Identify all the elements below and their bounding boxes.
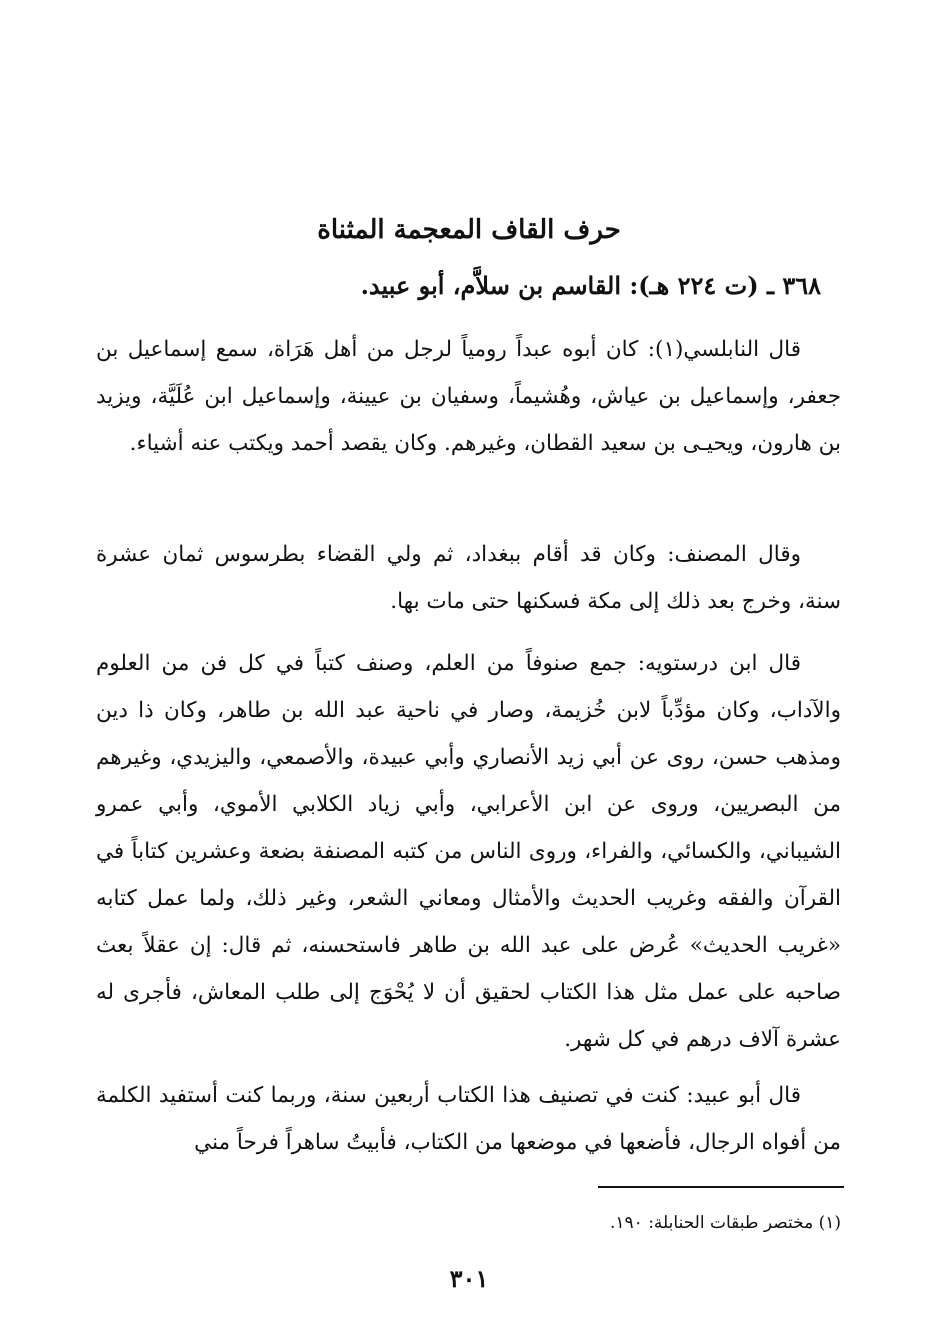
paragraph-abu-ubayd (96, 1072, 841, 1166)
paragraph-text: قال النابلسي(١): كان أبوه عبداً رومياً لرجل من أهل هَرَاة، سمع إسماعيل بن جعفر، وإسماعيل بن عياش، وهُشيماً، وسفيان بن عيينة، وإسماعيل ابن عُلَيَّة، ويزيد بن هارون، ويحيـى بن سعيد القطان، وغيرهم. وكان يقصد أحمد ويكتب عنه أشياء. (96, 337, 841, 456)
paragraph-text: وقال المصنف: وكان قد أقام ببغداد، ثم ولي القضاء بطرسوس ثمان عشرة سنة، وخرج بعد ذلك إلى مكة فسكنها حتى مات بها. (96, 542, 841, 614)
paragraph-text: قال أبو عبيد: كنت في تصنيف هذا الكتاب أربعين سنة، وربما كنت أستفيد الكلمة من أفواه الرجال، فأضعها في موضعها من الكتاب، فأبيتُ ساهراً فرحاً مني (96, 1083, 841, 1155)
paragraph-ibn-durustawayh (96, 640, 841, 1063)
footnote: (١) مختصر طبقات الحنابلة: ١٩٠. (609, 1213, 841, 1233)
paragraph-nabulsi (96, 326, 841, 467)
entry-heading: ٣٦٨ ـ (ت ٢٢٤ هـ): القاسم بن سلاَّم، أبو عبيد. (360, 271, 821, 300)
paragraph-musannif (96, 531, 841, 625)
section-title: حرف القاف المعجمة المثناة (317, 215, 621, 245)
page-number: ٣٠١ (449, 1264, 489, 1293)
footnote-divider (598, 1186, 844, 1188)
paragraph-text: قال ابن درستويه: جمع صنوفاً من العلم، وصنف كتباً في كل فن من العلوم والآداب، وكان مؤدِّباً لابن خُزيمة، وصار في ناحية عبد الله بن طاهر، وكان ذا دين ومذهب حسن، روى عن أبي زيد الأنصاري وأبي عبيدة، والأصمعي، واليزيدي، وغيرهم من البصريين، وروى عن ابن الأعرابي، وأبي زياد الكلابي الأموي، وأبي عمرو الشيباني، والكسائي، والفراء، وروى الناس من كتبه المصنفة بضعة وعشرين كتاباً في القرآن والفقه وغريب الحديث والأمثال ومعاني الشعر، وغير ذلك، ولما عمل كتابه «غريب الحديث» عُرض على عبد الله بن طاهر فاستحسنه، ثم قال: إن عقلاً بعث صاحبه على عمل مثل هذا الكتاب لحقيق أن لا يُحْوَج إلى طلب المعاش، فأجرى له عشرة آلاف درهم في كل شهر. (96, 651, 841, 1052)
